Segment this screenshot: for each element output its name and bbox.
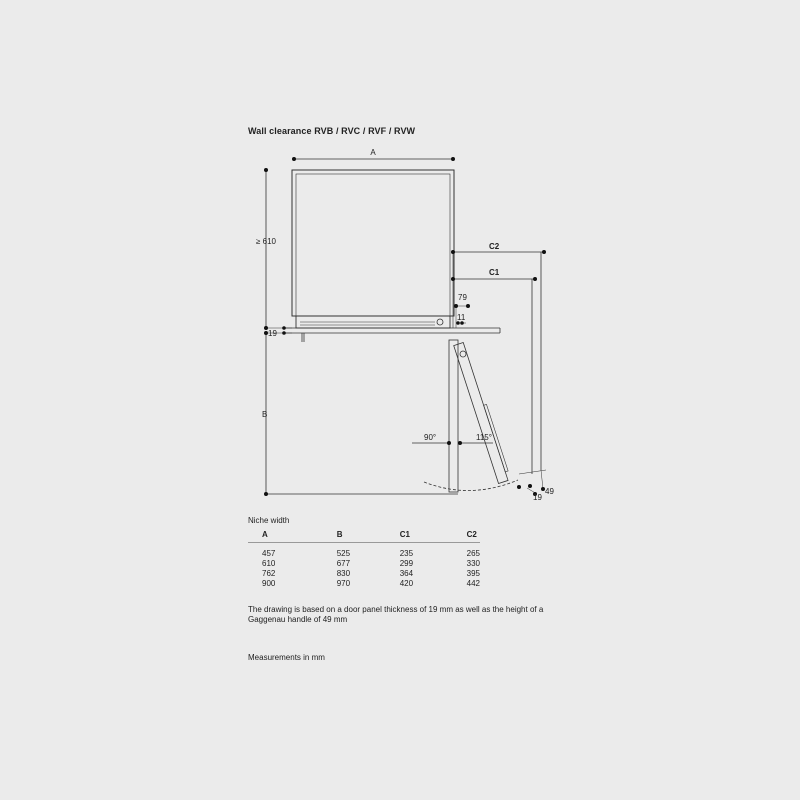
table-row <box>248 579 480 589</box>
diagram-title: Wall clearance RVB / RVC / RVF / RVW <box>248 126 416 136</box>
drawing-note: The drawing is based on a door panel thickness of 19 mm as well as the height of a Gaggenau handle of 49 mm <box>248 605 544 624</box>
table-row <box>248 559 480 569</box>
table-cell: 677 <box>336 559 351 568</box>
table-cell: 457 <box>262 549 276 558</box>
table-header-row <box>248 529 480 543</box>
label-19-bottom: 19 <box>533 493 542 502</box>
appliance-inner <box>296 174 450 316</box>
niche-width-table <box>248 529 480 589</box>
table-cell: 970 <box>336 579 351 588</box>
table-cell: 395 <box>466 569 480 578</box>
table-cell: 830 <box>336 569 351 578</box>
label-angle-115: 115° <box>476 433 492 442</box>
label-c1: C1 <box>489 268 500 277</box>
table-cell: 525 <box>336 549 351 558</box>
label-79: 79 <box>458 293 467 302</box>
label-b: B <box>262 410 268 419</box>
table-cell: 299 <box>399 559 414 568</box>
table-cell: 235 <box>399 549 414 558</box>
col-header-b: B <box>337 529 400 543</box>
table-cell: 900 <box>262 579 276 588</box>
table-cell: 610 <box>262 559 276 568</box>
door-open-90 <box>449 340 458 492</box>
col-header-c2: C2 <box>467 529 480 543</box>
label-a: A <box>370 148 376 157</box>
label-49: 49 <box>545 487 554 496</box>
table-cell: 420 <box>399 579 414 588</box>
table-cell: 330 <box>466 559 480 568</box>
hinge-closed <box>437 319 443 325</box>
units-note: Measurements in mm <box>248 653 325 662</box>
table-cell: 364 <box>399 569 414 578</box>
table-row <box>248 543 480 560</box>
label-19-left: 19 <box>268 329 277 338</box>
table-cell: 442 <box>466 579 480 588</box>
table-row <box>248 569 480 579</box>
label-min-height: ≥ 610 <box>256 237 276 246</box>
col-header-c1: C1 <box>400 529 467 543</box>
table-cell: 762 <box>262 569 276 578</box>
door-open-115 <box>454 342 511 484</box>
table-cell: 265 <box>466 549 480 558</box>
hinge-open <box>460 351 466 357</box>
label-11: 11 <box>457 313 466 322</box>
dimension-dots <box>264 157 546 496</box>
appliance-body <box>292 170 454 316</box>
label-angle-90: 90° <box>424 433 437 442</box>
col-header-a: A <box>248 529 337 543</box>
label-c2: C2 <box>489 242 500 251</box>
niche-width-caption: Niche width <box>248 516 290 525</box>
